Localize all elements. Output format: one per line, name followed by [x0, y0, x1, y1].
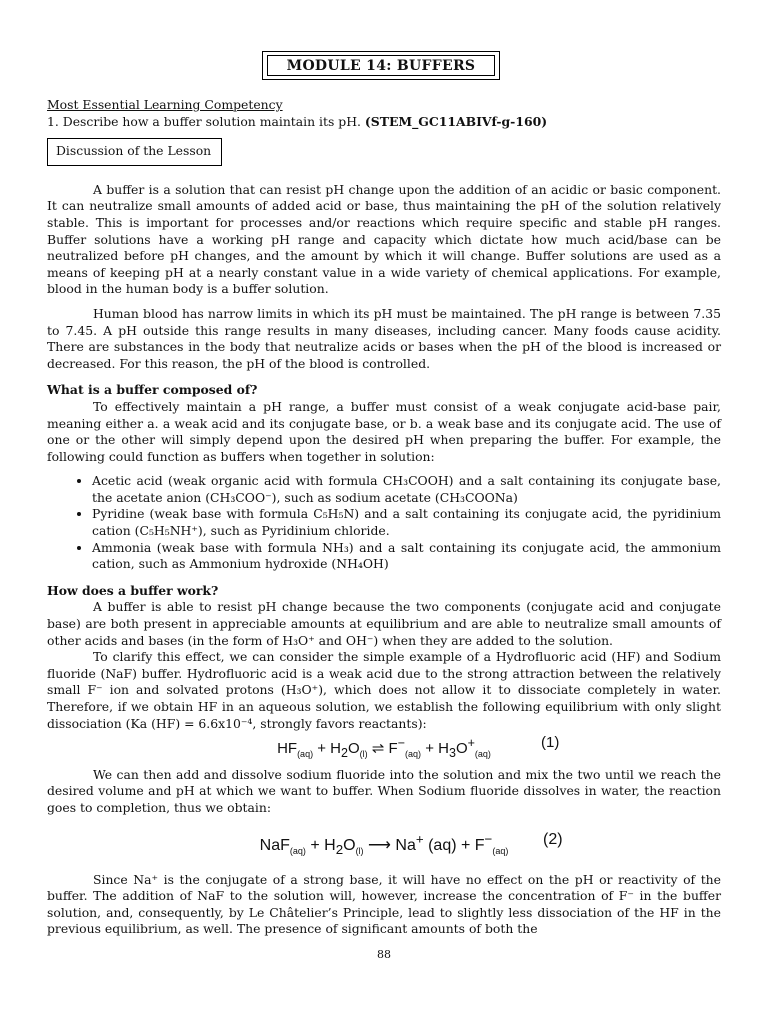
- paragraph-blood: Human blood has narrow limits in which its pH must be maintained. The pH range is between 7.35 to 7.45. A pH outside this range results in many diseases, including cancer. Many foods cause acidity. There are substances in the body that neutralize acids or bases when the pH of the blood is increased or decreased. For this reason, the pH of the blood is controlled.: [47, 305, 721, 371]
- melc-code: (STEM_GC11ABIVf-g-160): [364, 113, 548, 129]
- paragraph-intro: A buffer is a solution that can resist pH change upon the addition of an acidic or basic component. It can neutralize small amounts of added acid or base, thus maintaining the pH of the solution relatively stable. This is important for processes and/or reactions which require specific and stable pH ranges. Buffer solutions have a working pH range and capacity which dictate how much acid/base can be neutralized before pH changes, and the amount by which it will change. Buffer solutions are used as a means of keeping pH at a nearly constant value in a wide variety of chemical applications. For example, blood in the human body is a buffer solution.: [47, 181, 721, 297]
- equation-2-number: (2): [543, 830, 563, 848]
- paragraph-how-it-works: A buffer is able to resist pH change because the two components (conjugate acid and conjugate base) are both present in appreciable amounts at equilibrium and are able to neutralize small amounts of other acids and bases (in the form of H₃O⁺ and OH⁻) when they are added to the solution.: [47, 599, 721, 648]
- equation-2-text: $NaF_{(aq)} + H_2O_{(l)}$ ⟶ Na+ $(aq) + F^-_{(aq)}$: [259, 831, 509, 858]
- paragraph-le-chatelier: Since Na⁺ is the conjugate of a strong base, it will have no effect on the pH or reactivity of the buffer. The addition of NaF to the solution will, however, increase the concentration of F⁻ in the buffer solution, and, consequently, by Le Châtelier’s Principle, lead to slightly less dissociation of the HF in the previous equilibrium, as well. The presence of significant amounts of both the: [47, 871, 721, 937]
- paragraph-composition: To effectively maintain a pH range, a buffer must consist of a weak conjugate acid-base pair, meaning either a. a weak acid and its conjugate base, or b. a weak base and its conjugate acid. The use of one or the other will simply depend upon the desired pH when preparing the buffer. For example, the following could function as buffers when together in solution:: [47, 398, 721, 464]
- module-title-box: [262, 51, 500, 80]
- equation-hf-equilibrium: [47, 735, 721, 763]
- paragraph-naf: We can then add and dissolve sodium fluoride into the solution and mix the two until we reach the desired volume and pH at which we want to buffer. When Sodium fluoride dissolves in water, the reaction goes to completion, thus we obtain:: [47, 766, 721, 815]
- melc-line: [47, 114, 721, 131]
- list-item: • Ammonia (weak base with formula NH₃) and a salt containing its conjugate acid, the ammonium cation, such as Ammonium hydroxide (NH₄OH): [92, 540, 721, 573]
- equation-naf-dissociation: [47, 832, 721, 860]
- list-item: • Acetic acid (weak organic acid with formula CH₃COOH) and a salt containing its conjugate base, the acetate anion (CH₃COO⁻), such as sodium acetate (CH₃COONa): [92, 473, 721, 506]
- paragraph-hf-example: To clarify this effect, we can consider the simple example of a Hydrofluoric acid (HF) and Sodium fluoride (NaF) buffer. Hydrofluoric acid is a weak acid due to the strong attraction between the relatively small F⁻ ion and solvated protons (H₃O⁺), which does not allow it to dissociate completely in water. Therefore, if we obtain HF in an aqueous solution, we establish the following equilibrium with only slight dissociation (Ka (HF) = 6.6x10⁻⁴, strongly favors reactants):: [47, 649, 721, 731]
- equation-1-number: (1): [541, 734, 560, 752]
- melc-heading: Most Essential Learning Competency: [47, 97, 283, 112]
- content-body: [47, 97, 721, 938]
- heading-composition: What is a buffer composed of?: [47, 382, 258, 398]
- page-number: 88: [377, 948, 391, 961]
- equation-1-text: $HF_{(aq)} + H_2O_{(l)}$ ⇌ $F^-_{(aq)} + H_3O^+_{(aq)}$: [277, 736, 491, 761]
- heading-how-it-works: How does a buffer work?: [47, 582, 219, 598]
- buffer-examples-list: [47, 473, 721, 573]
- discussion-label: Discussion of the Lesson: [47, 138, 222, 166]
- module-title: MODULE 14: BUFFERS: [267, 55, 495, 76]
- list-item: • Pyridine (weak base with formula C₅H₅N) and a salt containing its conjugate acid, the pyridinium cation (C₅H₅NH⁺), such as Pyridinium chloride.: [92, 506, 721, 539]
- melc-text: 1. Describe how a buffer solution maintain its pH.: [47, 113, 361, 129]
